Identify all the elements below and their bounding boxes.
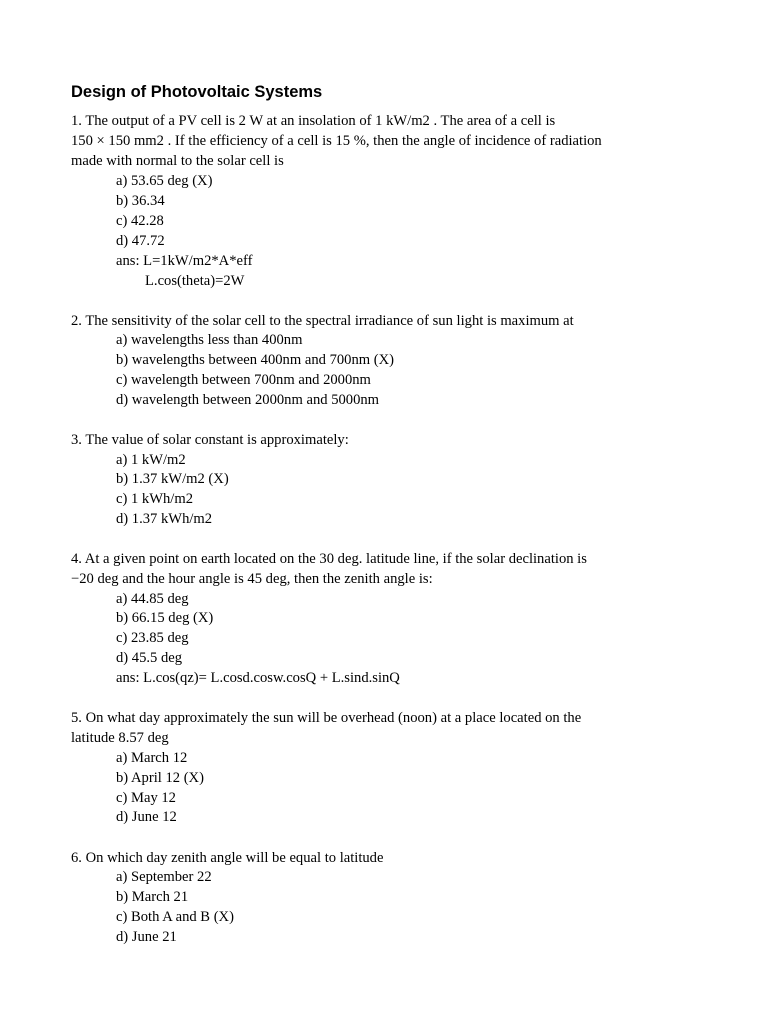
question-5-option-b: b) April 12 (X) [116,770,204,786]
question-3-option-b: b) 1.37 kW/m2 (X) [116,471,229,487]
question-1-option-c: c) 42.28 [116,213,164,229]
question-5-option-c: c) May 12 [116,790,176,806]
question-2-option-b: b) wavelengths between 400nm and 700nm (X) [116,352,395,368]
question-6-option-c: c) Both A and B (X) [116,909,234,925]
question-1-answer-line-1: ans: L=1kW/m2*A*eff [116,253,253,269]
question-1-option-a: a) 53.65 deg (X) [116,173,213,189]
question-4-line-1: 4. At a given point on earth located on the 30 deg. latitude line, if the solar declination is [71,551,587,567]
question-2-line-1: 2. The sensitivity of the solar cell to the spectral irradiance of sun light is maximum at [71,313,574,329]
question-5-option-d: d) June 12 [116,809,177,825]
question-1-option-b: b) 36.34 [116,193,165,209]
question-4-line-2: −20 deg and the hour angle is 45 deg, then the zenith angle is: [71,571,433,587]
question-1-answer-line-2: L.cos(theta)=2W [145,273,245,289]
question-6-option-b: b) March 21 [116,889,189,905]
question-3-option-a: a) 1 kW/m2 [116,452,186,468]
question-4-option-b: b) 66.15 deg (X) [116,610,214,626]
question-5-option-a: a) March 12 [116,750,188,766]
question-1-option-d: d) 47.72 [116,233,165,249]
question-5-line-2: latitude 8.57 deg [71,730,169,746]
question-4-option-c: c) 23.85 deg [116,630,189,646]
question-2-option-c: c) wavelength between 700nm and 2000nm [116,372,371,388]
question-2-option-a: a) wavelengths less than 400nm [116,332,303,348]
question-6-option-a: a) September 22 [116,869,212,885]
question-6-option-d: d) June 21 [116,929,177,945]
question-3-line-1: 3. The value of solar constant is approximately: [71,432,349,448]
question-1-line-3: made with normal to the solar cell is [71,153,284,169]
question-4-option-a: a) 44.85 deg [116,591,189,607]
question-3-option-d: d) 1.37 kWh/m2 [116,511,213,527]
question-2-option-d: d) wavelength between 2000nm and 5000nm [116,392,380,408]
page-title: Design of Photovoltaic Systems [71,83,323,101]
question-4-option-d: d) 45.5 deg [116,650,183,666]
question-5-line-1: 5. On what day approximately the sun will be overhead (noon) at a place located on the [71,710,582,726]
question-3-option-c: c) 1 kWh/m2 [116,491,194,507]
question-6-line-1: 6. On which day zenith angle will be equal to latitude [71,850,384,866]
question-4-answer-line-1: ans: L.cos(qz)= L.cosd.cosw.cosQ + L.sind.sinQ [116,670,400,686]
question-1-line-1: 1. The output of a PV cell is 2 W at an insolation of 1 kW/m2 . The area of a cell is [71,113,556,129]
question-1-line-2: 150 × 150 mm2 . If the efficiency of a cell is 15 %, then the angle of incidence of radiation [71,133,602,149]
